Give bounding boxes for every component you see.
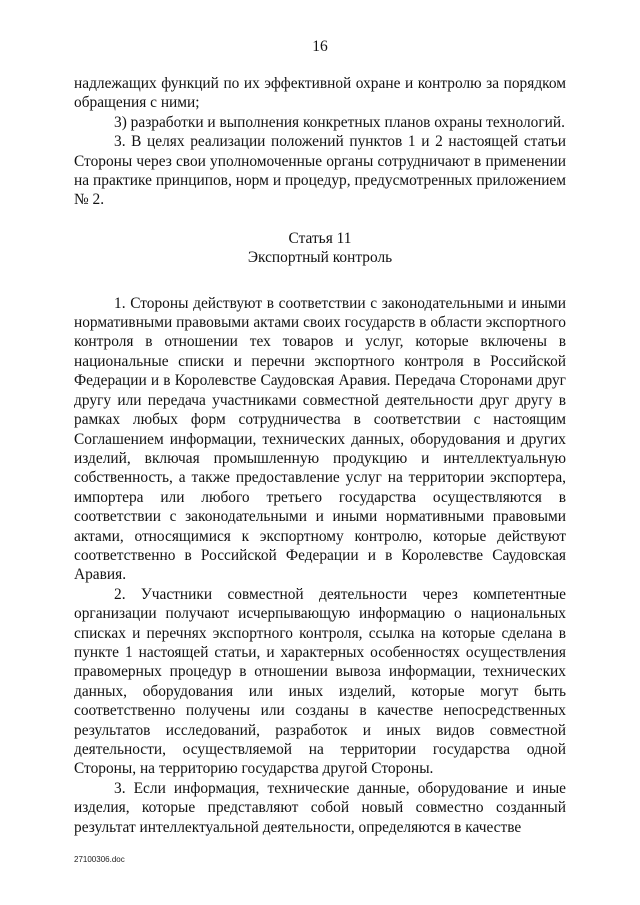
paragraph: 2. Участники совместной деятельности через компетентные организации получают исчерпывающую информацию о национальных списках и перечнях экспортного контроля, ссылка на которые сделана в пункте 1 настоящей статьи, и характерных особенностях осуществления правомерных процедур в отношении вывоза информации, технических данных, оборудования или иных изделий, которые могут быть соответственно получены или созданы в качестве непосредственных результатов исследований, разработок и иных видов совместной деятельности, осуществляемой на территории государства одной Стороны, на территорию государства другой Стороны. xyxy=(74,585,566,778)
spacer xyxy=(74,210,566,229)
footer-filename: 27100306.doc xyxy=(74,855,125,864)
paragraph: надлежащих функций по их эффективной охране и контролю за порядком обращения с ними; xyxy=(74,75,566,112)
spacer xyxy=(74,268,566,294)
document-body xyxy=(74,74,566,837)
paragraph: 3. Если информация, технические данные, оборудование и иные изделия, которые представляют собой новый совместно созданный результат интеллектуальной деятельности, определяются в качестве xyxy=(74,779,566,836)
paragraph: 1. Стороны действуют в соответствии с законодательными и иными нормативными правовыми актами своих государств в области экспортного контроля в отношении тех товаров и услуг, которые включены в национальные списки и перечни экспортного контроля в Российской Федерации и в Королевстве Саудовская Аравия. Передача Сторонами друг другу или передача участниками совместной деятельности друг другу в рамках любых форм сотрудничества в соответствии с настоящим Соглашением информации, технических данных, оборудования и других изделий, включая промышленную продукцию и интеллектуальную собственность, а также предоставление услуг на территории экспортера, импортера или любого третьего государства осуществляются в соответствии с законодательными и иными нормативными правовыми актами, относящимися к экспортному контролю, которые действуют соответственно в Российской Федерации и в Королевстве Саудовская Аравия. xyxy=(74,294,566,584)
paragraph: 3. В целях реализации положений пунктов 1 и 2 настоящей статьи Стороны через свои уполномоченные органы сотрудничают в применении на практике принципов, норм и процедур, предусмотренных приложением № 2. xyxy=(74,133,566,209)
article-title: Экспортный контроль xyxy=(247,249,393,267)
paragraph: 3) разработки и выполнения конкретных планов охраны технологий. xyxy=(114,113,565,131)
page-number: 16 xyxy=(312,38,328,55)
article-number: Статья 11 xyxy=(288,229,352,247)
